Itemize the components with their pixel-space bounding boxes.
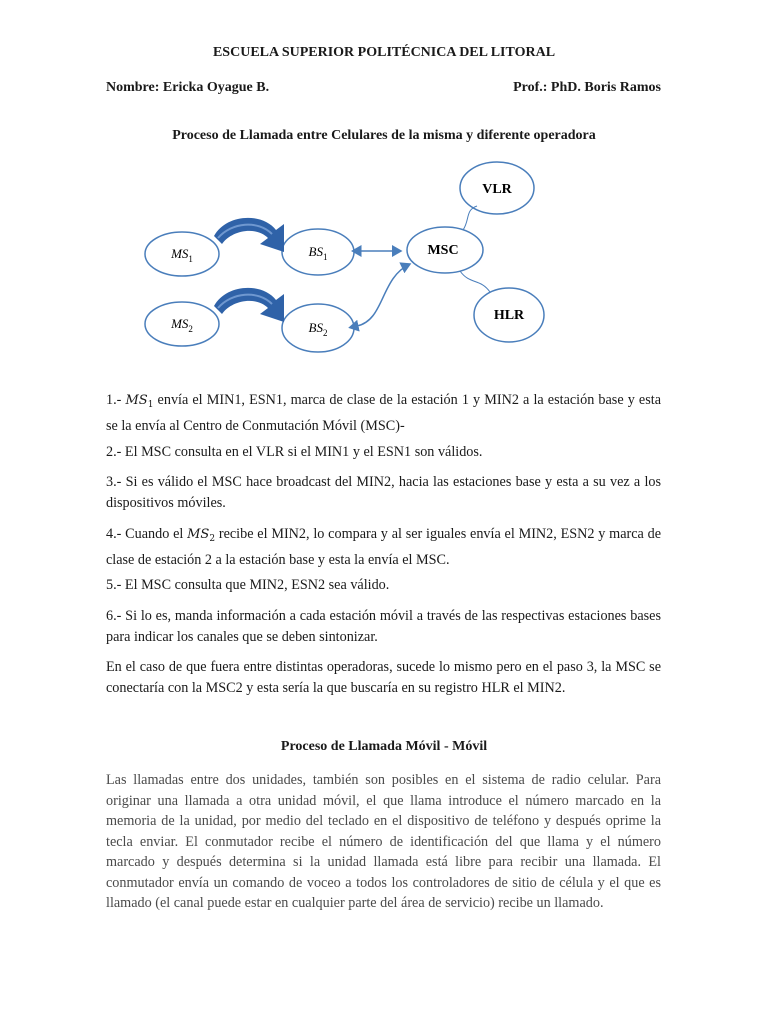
step-5: 5.- El MSC consulta que MIN2, ESN2 sea válido.: [106, 577, 390, 593]
section-title-2: Proceso de Llamada Móvil - Móvil: [280, 739, 488, 754]
step-1: 1.- $MS_1$ envía el MIN1, ESN1, marca de clase de la estación 1 y MIN2 a la estación base y esta se la envía al Centro de Conmutación Móvil (MSC)-: [106, 392, 661, 434]
institution-title: ESCUELA SUPERIOR POLITÉCNICA DEL LITORAL: [212, 45, 556, 60]
professor-name: Prof.: PhD. Boris Ramos: [513, 80, 661, 95]
section-2-body: Las llamadas entre dos unidades, también son posibles en el sistema de radio celular. Para originar una llamada a otra unidad móvil, el que llama introduce el número marcado en la memoria de la unidad, por medio del teclado en el dispositivo de teléfono y después oprime la tecla enviar. El conmutador recibe el número de identificación del que llama y el número marcado y después determina si la unidad llamada está libre para recibir una llamada. El conmutador envía un comando de voceo a todos los controladores de sitio de célula y el que es llamado (el canal puede estar en cualquier parte del área de servicio) recibe un llamado.: [106, 772, 661, 911]
step-6: 6.- Si lo es, manda información a cada estación móvil a través de las respectivas estaciones bases para indicar los canales que se deben sintonizar.: [106, 608, 661, 645]
ms1-label: $MS_1$: [171, 246, 193, 264]
operator-note: En el caso de que fuera entre distintas operadoras, sucede lo mismo pero en el paso 3, la MSC se conectaría con la MSC2 y esta sería la que buscaría en su registro HLR el MIN2.: [106, 659, 661, 696]
bs2-label: $BS_2$: [308, 320, 328, 338]
msc-label: MSC: [427, 243, 459, 258]
step-2: 2.- El MSC consulta en el VLR si el MIN1 y el ESN1 son válidos.: [106, 444, 483, 460]
bs2-msc-connector: [357, 264, 410, 326]
ms1-bs1-arrow: [214, 218, 284, 252]
vlr-label: VLR: [482, 182, 512, 197]
bs1-label: $BS_1$: [308, 244, 328, 262]
hlr-label: HLR: [493, 308, 525, 323]
ms2-bs2-arrow: [214, 288, 284, 322]
ms2-label: $MS_2$: [171, 316, 193, 334]
student-name: Nombre: Ericka Oyague B.: [106, 80, 270, 95]
msc-hlr-connector: [460, 271, 490, 292]
section-title-1: Proceso de Llamada entre Celulares de la misma y diferente operadora: [172, 128, 596, 143]
step-3: 3.- Si es válido el MSC hace broadcast del MIN2, hacia las estaciones base y esta a su vez a los dispositivos móviles.: [106, 474, 661, 511]
call-process-diagram: [0, 160, 768, 370]
step-4: 4.- Cuando el $MS_2$ recibe el MIN2, lo compara y al ser iguales envía el MIN2, ESN2 y marca de clase de estación 2 a la estación base y esta la envía el MSC.: [106, 526, 661, 568]
